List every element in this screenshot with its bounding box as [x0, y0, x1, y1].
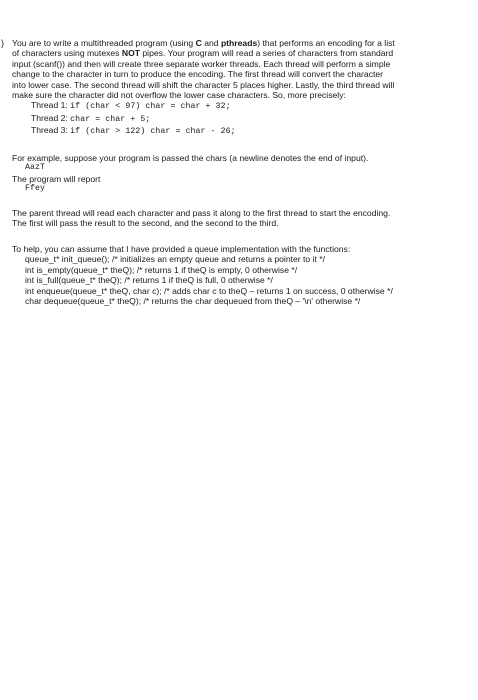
thread-1-label: Thread 1:	[31, 100, 71, 111]
help-function-is-full: int is_full(queue_t* theQ); /* returns 1 if theQ is full, 0 otherwise */	[25, 275, 273, 286]
thread-1-code: if (char < 97) char = char + 32;	[70, 102, 231, 112]
intro-line-6: make sure the character did not overflow the lower case characters. So, more precisely:	[12, 90, 346, 101]
intro-line-1-e: ) that performs an encoding for a list	[257, 38, 395, 48]
thread-3-code: if (char > 122) char = char - 26;	[70, 127, 236, 137]
example-line-2: The program will report	[12, 173, 101, 184]
intro-line-2	[12, 48, 468, 58]
help-function-is-empty: int is_empty(queue_t* theQ); /* returns 1 if theQ is empty, 0 otherwise */	[25, 264, 298, 275]
intro-line-1	[12, 38, 468, 48]
example-input: AazT	[25, 163, 46, 173]
intro-line-3: input (scanf()) and then will create three separate worker threads. Each thread will perform a simple	[12, 58, 391, 69]
intro-line-2-c: pipes. Your program will read a series of characters from standard	[140, 48, 394, 59]
help-intro: To help, you can assume that I have provided a queue implementation with the functions:	[12, 244, 351, 254]
thread-3-label: Thread 3:	[31, 125, 71, 136]
example-output: Ffey	[25, 184, 46, 194]
intro-line-1-c: and	[201, 38, 221, 48]
parent-line-2: The first will pass the result to the second, and the second to the third.	[12, 218, 279, 229]
intro-line-2-a: of characters using mutexes	[12, 48, 122, 59]
help-function-dequeue: char dequeue(queue_t* theQ); /* returns the char dequeued from theQ – '\n' otherwise */	[25, 296, 361, 307]
thread-2-rule	[12, 113, 468, 125]
parent-thread-paragraph	[12, 208, 468, 229]
intro-line-4: change to the character in turn to produce the encoding. The first thread will convert the character	[12, 69, 384, 80]
help-function-enqueue: int enqueue(queue_t* theQ, char c); /* adds char c to theQ – returns 1 on success, 0 otherwise */	[25, 285, 393, 296]
question-number-marker: )	[1, 38, 4, 48]
thread-1-rule	[12, 100, 468, 112]
intro-line-1-b: C	[195, 38, 202, 48]
intro-paragraph	[12, 38, 468, 138]
intro-line-2-b: NOT	[121, 48, 141, 59]
intro-line-5: into lower case. The second thread will shift the character 5 places higher. Lastly, the third thread will	[12, 79, 395, 90]
help-function-init-queue: queue_t* init_queue(); /* initializes an empty queue and returns a pointer to it */	[25, 254, 326, 265]
thread-3-rule	[12, 125, 468, 137]
thread-2-label: Thread 2:	[31, 112, 71, 123]
intro-line-1-d: pthreads	[220, 38, 258, 48]
intro-line-1-a: You are to write a multithreaded program (using	[12, 38, 196, 48]
example-paragraph	[12, 153, 468, 195]
thread-2-code: char = char + 5;	[70, 114, 151, 124]
example-line-1: For example, suppose your program is passed the chars (a newline denotes the end of input).	[12, 153, 369, 163]
help-paragraph	[12, 244, 468, 306]
parent-line-1: The parent thread will read each character and pass it along to the first thread to start the encoding.	[12, 208, 391, 218]
